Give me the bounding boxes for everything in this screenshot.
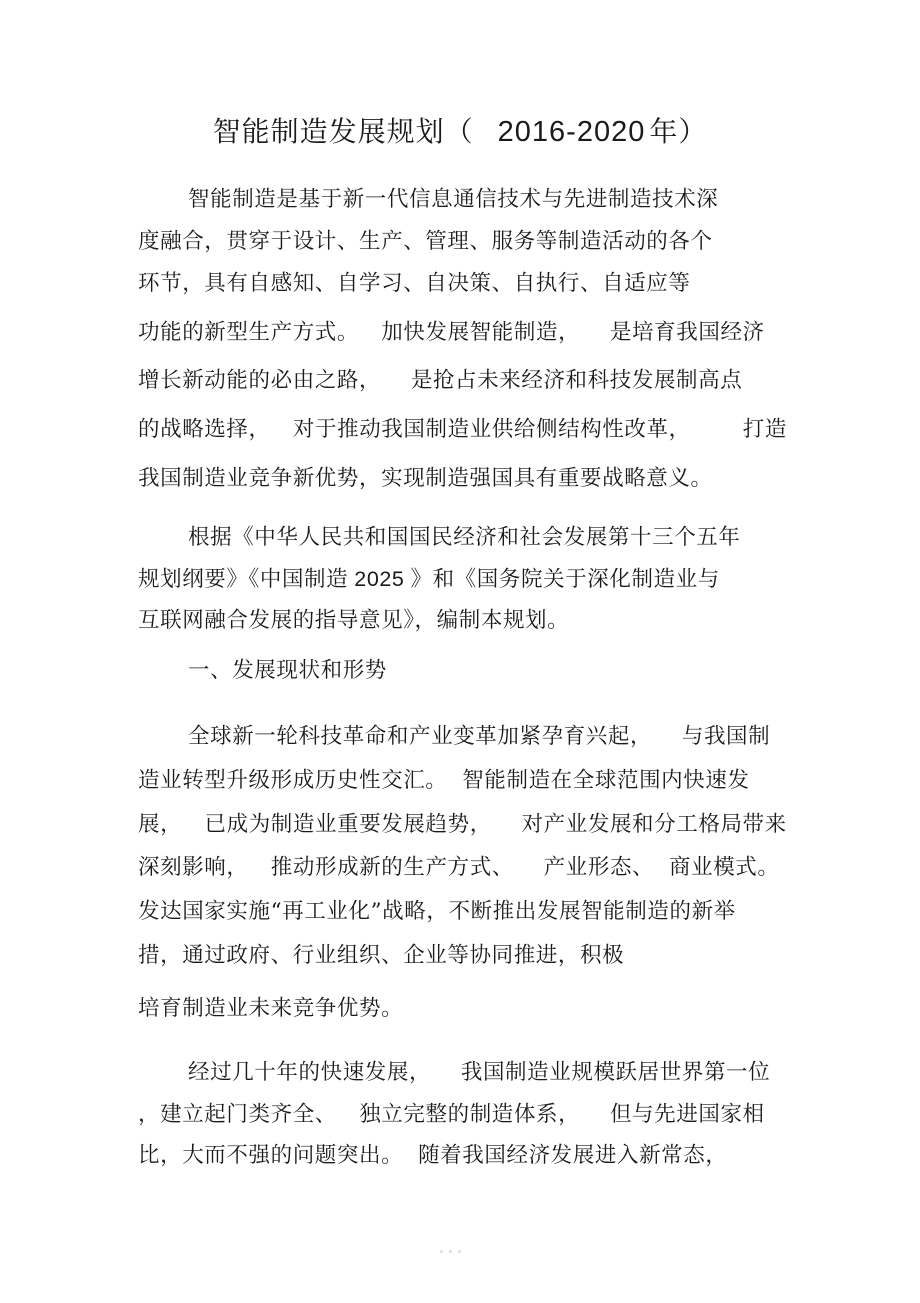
inline-number-2025: 2025 — [354, 567, 405, 591]
page-footer-mark — [440, 1238, 480, 1244]
paragraph-3-line-4: 深刻影响， 推动形成新的生产方式、 产业形态、 商业模式。 — [138, 855, 780, 880]
paragraph-1-line-2: 度融合，贯穿于设计、生产、管理、服务等制造活动的各个 — [138, 229, 713, 254]
paragraph-4-line-1: 经过几十年的快速发展， 我国制造业规模跃居世界第一位 — [188, 1060, 771, 1085]
title-main: 智能制造发展规划（ — [212, 115, 474, 148]
paragraph-3-line-7: 培育制造业未来竞争优势。 — [138, 996, 404, 1021]
paragraph-4-line-3: 比，大而不强的问题突出。 随着我国经济发展进入新常态， — [138, 1143, 728, 1168]
document-title — [0, 112, 920, 152]
paragraph-1-line-7: 我国制造业竞争新优势，实现制造强国具有重要战略意义。 — [138, 466, 713, 491]
paragraph-3-line-5: 发达国家实施“再工业化”战略，不断推出发展智能制造的新举 — [138, 899, 736, 924]
title-years: 2016-2020 — [497, 116, 646, 148]
paragraph-2-line-2-b: 》和《国务院关于深化制造业与 — [410, 567, 720, 592]
paragraph-2-line-1: 根据《中华人民共和国国民经济和社会发展第十三个五年 — [188, 525, 741, 550]
paragraph-1-line-5: 增长新动能的必由之路， 是抢占未来经济和科技发展制高点 — [138, 368, 743, 393]
paragraph-2-line-3: 互联网融合发展的指导意见》，编制本规划。 — [138, 608, 570, 633]
paragraph-4-line-2: ，建立起门类齐全、 独立完整的制造体系， 但与先进国家相 — [138, 1102, 765, 1127]
paragraph-3-line-2: 造业转型升级形成历史性交汇。 智能制造在全球范围内快速发 — [138, 768, 750, 793]
title-end: 年） — [649, 115, 708, 148]
paragraph-3-line-1: 全球新一轮科技革命和产业变革加紧孕育兴起， 与我国制 — [188, 724, 771, 749]
paragraph-2-line-2-a: 规划纲要》《中国制造 — [138, 567, 349, 592]
paragraph-3-line-6: 措，通过政府、行业组织、企业等协同推进，积极 — [138, 943, 625, 968]
paragraph-1-line-1: 智能制造是基于新一代信息通信技术与先进制造技术深 — [188, 187, 719, 212]
paragraph-1-line-4: 功能的新型生产方式。 加快发展智能制造， 是培育我国经济 — [138, 320, 765, 345]
paragraph-3-line-3: 展， 已成为制造业重要发展趋势， 对产业发展和分工格局带来 — [138, 812, 787, 837]
paragraph-1-line-6: 的战略选择， 对于推动我国制造业供给侧结构性改革， 打造 — [138, 417, 787, 442]
paragraph-1-line-3: 环节，具有自感知、自学习、自决策、自执行、自适应等 — [138, 271, 691, 296]
section-heading: 一、发展现状和形势 — [188, 658, 387, 683]
paragraph-2-line-2 — [138, 564, 720, 595]
